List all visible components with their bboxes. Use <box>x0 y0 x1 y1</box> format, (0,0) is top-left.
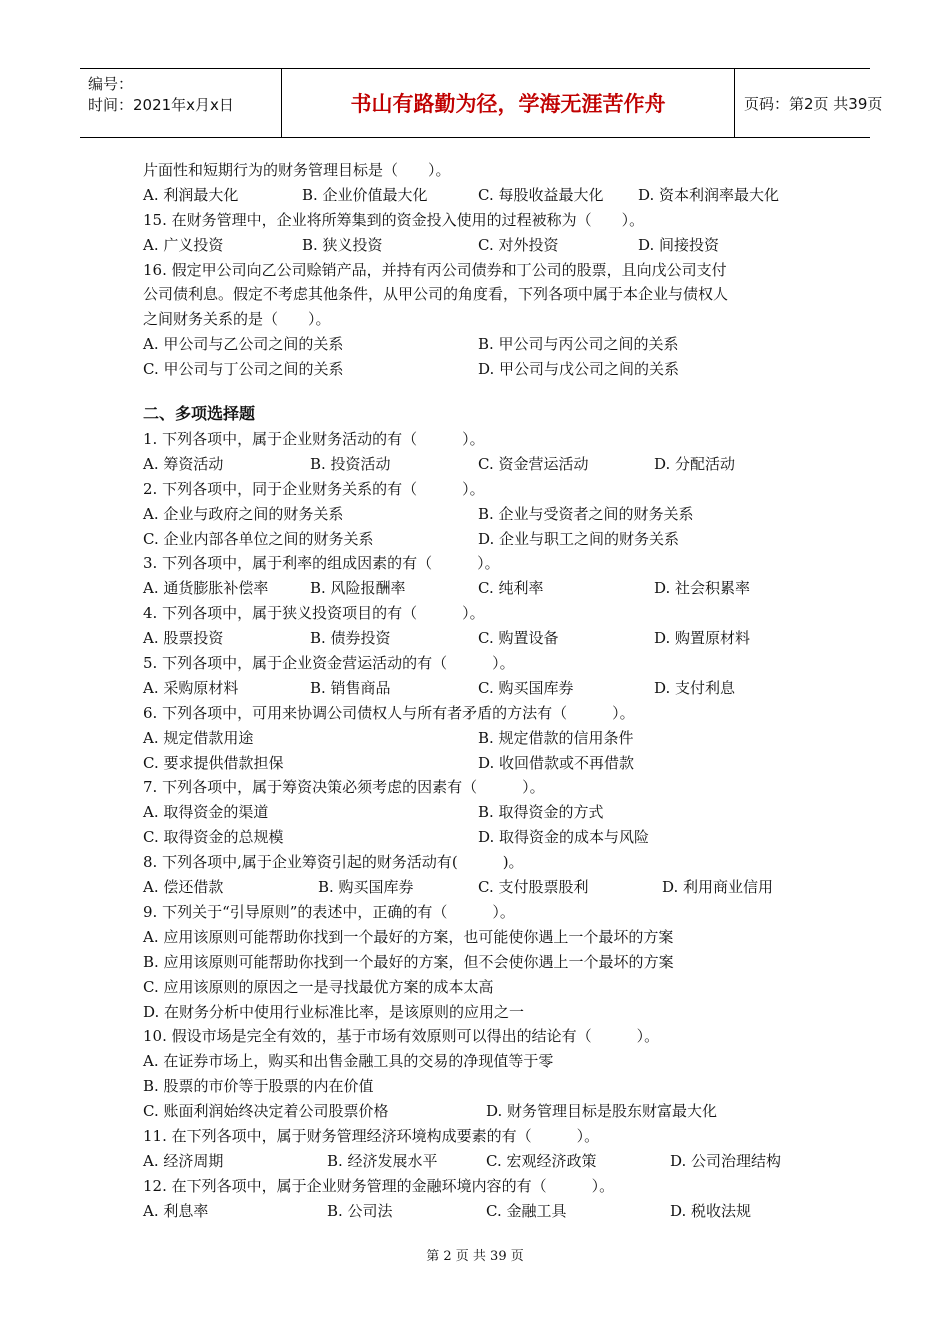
doc-number-label: 编号： <box>88 75 134 93</box>
option-d: D. 分配活动 <box>654 454 736 473</box>
option-d: D. 甲公司与戊公司之间的关系 <box>478 360 680 379</box>
question-16-options-row-2 <box>143 357 823 382</box>
option-d: D. 公司治理结构 <box>670 1151 782 1170</box>
mq-3: 3. 下列各项中，属于利率的组成因素的有（ ）。 <box>143 554 500 573</box>
mq-7-options-row-1 <box>143 800 823 825</box>
mq-4: 4. 下列各项中，属于狭义投资项目的有（ ）。 <box>143 604 485 623</box>
option-c: C. 支付股票股利 <box>478 878 589 897</box>
option-d: D. 支付利息 <box>654 678 736 697</box>
mq-11-options <box>143 1149 823 1174</box>
mq-6-options-row-1 <box>143 726 823 751</box>
mq-9-option-c: C. 应用该原则的原因之一是寻找最优方案的成本太高 <box>143 977 494 996</box>
option-d: D. 间接投资 <box>638 235 720 254</box>
header-meta <box>80 69 282 137</box>
option-a: A. 甲公司与乙公司之间的关系 <box>143 335 344 354</box>
option-a: A. 筹资活动 <box>143 454 224 473</box>
option-c: C. 甲公司与丁公司之间的关系 <box>143 360 344 379</box>
question-16-line-2: 公司债利息。假定不考虑其他条件，从甲公司的角度看，下列各项中属于本企业与债权人 <box>143 285 729 304</box>
mq-9-option-d: D. 在财务分析中使用行业标准比率，是该原则的应用之一 <box>143 1002 525 1021</box>
option-d: D. 税收法规 <box>670 1201 752 1220</box>
option-c: C. 企业内部各单位之间的财务关系 <box>143 529 374 548</box>
mq-10: 10. 假设市场是完全有效的，基于市场有效原则可以得出的结论有（ ）。 <box>143 1027 660 1046</box>
option-c: C. 纯利率 <box>478 579 544 598</box>
question-14-options <box>143 183 823 208</box>
header-motto: 书山有路勤为径，学海无涯苦作舟 <box>282 69 735 137</box>
option-c: C. 金融工具 <box>486 1201 567 1220</box>
option-d: D. 利用商业信用 <box>662 878 774 897</box>
mq-7-options-row-2 <box>143 825 823 850</box>
option-a: A. 取得资金的渠道 <box>143 803 269 822</box>
mq-10-option-a: A. 在证券市场上，购买和出售金融工具的交易的净现值等于零 <box>143 1052 554 1071</box>
option-c: C. 宏观经济政策 <box>486 1151 597 1170</box>
mq-2-options-row-1 <box>143 502 823 527</box>
mq-12-options <box>143 1199 823 1224</box>
option-d: D. 取得资金的成本与风险 <box>478 828 650 847</box>
mq-3-options <box>143 576 823 601</box>
option-a: A. 经济周期 <box>143 1151 224 1170</box>
mq-4-options <box>143 626 823 651</box>
option-a: A. 利润最大化 <box>143 185 239 204</box>
option-b: B. 风险报酬率 <box>310 579 406 598</box>
mq-7: 7. 下列各项中，属于筹资决策必须考虑的因素有（ ）。 <box>143 778 545 797</box>
option-d: D. 收回借款或不再借款 <box>478 753 635 772</box>
mq-5: 5. 下列各项中，属于企业资金营运活动的有（ ）。 <box>143 654 515 673</box>
option-c: C. 购买国库券 <box>478 678 574 697</box>
option-a: A. 规定借款用途 <box>143 728 254 747</box>
section-title-multiple-choice: 二、多项选择题 <box>143 404 256 424</box>
option-c: C. 账面利润始终决定着公司股票价格 <box>143 1102 389 1121</box>
question-16-line-1: 16. 假定甲公司向乙公司赊销产品，并持有丙公司债券和丁公司的股票，且向戊公司支付 <box>143 260 727 279</box>
option-d: D. 资本利润率最大化 <box>638 185 780 204</box>
option-b: B. 企业价值最大化 <box>302 185 428 204</box>
option-c: C. 取得资金的总规模 <box>143 828 284 847</box>
mq-1-options <box>143 452 823 477</box>
page-header <box>80 68 883 138</box>
option-a: A. 采购原材料 <box>143 678 239 697</box>
mq-2-options-row-2 <box>143 527 823 552</box>
option-b: B. 购买国库券 <box>318 878 414 897</box>
option-d: D. 企业与职工之间的财务关系 <box>478 529 680 548</box>
option-c: C. 资金营运活动 <box>478 454 589 473</box>
option-b: B. 公司法 <box>327 1201 393 1220</box>
mq-8: 8. 下列各项中,属于企业筹资引起的财务活动有( )。 <box>143 853 524 872</box>
option-b: B. 投资活动 <box>310 454 391 473</box>
option-b: B. 企业与受资者之间的财务关系 <box>478 504 694 523</box>
option-d: D. 社会积累率 <box>654 579 751 598</box>
option-b: B. 经济发展水平 <box>327 1151 438 1170</box>
mq-12: 12. 在下列各项中，属于企业财务管理的金融环境内容的有（ ）。 <box>143 1176 615 1195</box>
option-b: B. 狭义投资 <box>302 235 383 254</box>
option-a: A. 利息率 <box>143 1201 209 1220</box>
question-16-options-row-1 <box>143 332 823 357</box>
option-a: A. 广义投资 <box>143 235 224 254</box>
option-b: B. 销售商品 <box>310 678 391 697</box>
question-16-line-3: 之间财务关系的是（ ）。 <box>143 310 331 329</box>
mq-2: 2. 下列各项中，同于企业财务关系的有（ ）。 <box>143 479 485 498</box>
option-c: C. 购置设备 <box>478 629 559 648</box>
mq-6-options-row-2 <box>143 751 823 776</box>
option-b: B. 取得资金的方式 <box>478 803 604 822</box>
option-c: C. 对外投资 <box>478 235 559 254</box>
question-15: 15. 在财务管理中，企业将所筹集到的资金投入使用的过程被称为（ ）。 <box>143 210 645 229</box>
question-15-options <box>143 233 823 258</box>
mq-9-option-a: A. 应用该原则可能帮助你找到一个最好的方案，也可能使你遇上一个最坏的方案 <box>143 927 674 946</box>
option-b: B. 甲公司与丙公司之间的关系 <box>478 335 679 354</box>
mq-9: 9. 下列关于“引导原则”的表述中，正确的有（ ）。 <box>143 902 515 921</box>
option-a: A. 股票投资 <box>143 629 224 648</box>
page-footer: 第 2 页 共 39 页 <box>426 1249 524 1264</box>
mq-6: 6. 下列各项中，可用来协调公司债权人与所有者矛盾的方法有（ ）。 <box>143 703 635 722</box>
option-c: C. 要求提供借款担保 <box>143 753 284 772</box>
option-a: A. 企业与政府之间的财务关系 <box>143 504 344 523</box>
mq-1: 1. 下列各项中，属于企业财务活动的有（ ）。 <box>143 430 485 449</box>
option-d: D. 购置原材料 <box>654 629 751 648</box>
option-c: C. 每股收益最大化 <box>478 185 604 204</box>
header-page-label: 页码：第2页 共39页 <box>744 94 883 113</box>
option-b: B. 债券投资 <box>310 629 391 648</box>
document-body <box>143 158 823 1224</box>
mq-11: 11. 在下列各项中，属于财务管理经济环境构成要素的有（ ）。 <box>143 1126 600 1145</box>
mq-5-options <box>143 676 823 701</box>
question-14-continued: 片面性和短期行为的财务管理目标是（ ）。 <box>143 161 451 179</box>
mq-8-options <box>143 875 823 900</box>
option-d: D. 财务管理目标是股东财富最大化 <box>486 1102 718 1121</box>
doc-time-label: 时间：2021年x月x日 <box>88 96 234 114</box>
option-b: B. 规定借款的信用条件 <box>478 728 634 747</box>
option-a: A. 偿还借款 <box>143 878 224 897</box>
mq-10-options-cd <box>143 1099 823 1124</box>
mq-9-option-b: B. 应用该原则可能帮助你找到一个最好的方案，但不会使你遇上一个最坏的方案 <box>143 952 674 971</box>
mq-10-option-b: B. 股票的市价等于股票的内在价值 <box>143 1077 374 1096</box>
option-a: A. 通货膨胀补偿率 <box>143 579 269 598</box>
